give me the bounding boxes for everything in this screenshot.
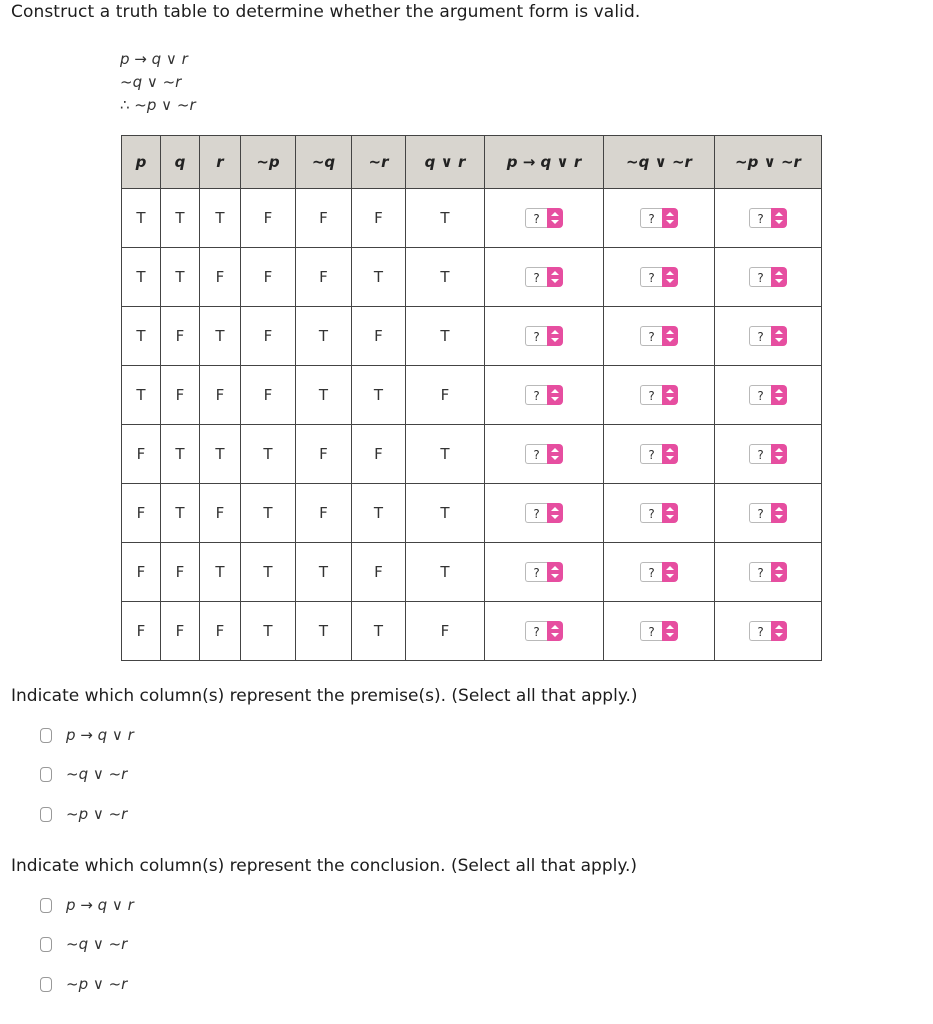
select-value: ?: [749, 503, 771, 523]
conclusion-prompt: Indicate which column(s) represent the conclusion. (Select all that apply.): [11, 856, 638, 876]
premise-option-label: ~q ∨ ~r: [66, 765, 128, 783]
table-row: [122, 425, 822, 484]
answer-cell: [485, 366, 604, 425]
truth-value-select[interactable]: [525, 443, 563, 465]
header-r: r: [200, 136, 241, 189]
truth-value-cell: T: [200, 425, 241, 484]
truth-value-select[interactable]: [525, 266, 563, 288]
truth-value-cell: F: [161, 307, 200, 366]
header-row: [122, 136, 822, 189]
premise-option-label: p → q ∨ r: [66, 726, 134, 744]
select-arrows-icon[interactable]: [771, 444, 787, 464]
truth-value-cell: F: [241, 307, 296, 366]
select-value: ?: [525, 385, 547, 405]
table-row: [122, 484, 822, 543]
table-row: [122, 366, 822, 425]
select-arrows-icon[interactable]: [547, 385, 563, 405]
table-row: [122, 248, 822, 307]
header-not-q-or-not-r: ~q ∨ ~r: [604, 136, 715, 189]
answer-cell: [715, 189, 822, 248]
select-value: ?: [749, 562, 771, 582]
select-value: ?: [525, 503, 547, 523]
select-arrows-icon[interactable]: [547, 562, 563, 582]
instruction-text: Construct a truth table to determine whether the argument form is valid.: [11, 2, 641, 22]
answer-cell: [485, 307, 604, 366]
truth-value-cell: F: [122, 484, 161, 543]
truth-value-select[interactable]: [640, 384, 678, 406]
truth-value-cell: F: [241, 189, 296, 248]
truth-value-cell: F: [200, 484, 241, 543]
truth-value-select[interactable]: [640, 502, 678, 524]
conclusion-checkbox-1[interactable]: [40, 898, 52, 913]
truth-value-cell: F: [406, 602, 485, 661]
truth-value-cell: T: [161, 189, 200, 248]
truth-value-cell: T: [352, 248, 406, 307]
answer-cell: [485, 543, 604, 602]
truth-value-cell: F: [161, 602, 200, 661]
conclusion-option-2[interactable]: [40, 935, 127, 953]
header-q: q: [161, 136, 200, 189]
answer-cell: [604, 307, 715, 366]
select-value: ?: [749, 208, 771, 228]
truth-value-select[interactable]: [525, 207, 563, 229]
truth-value-cell: F: [296, 425, 352, 484]
truth-value-select[interactable]: [525, 384, 563, 406]
truth-value-cell: T: [406, 307, 485, 366]
truth-value-cell: T: [161, 425, 200, 484]
select-value: ?: [525, 562, 547, 582]
truth-value-cell: F: [296, 248, 352, 307]
select-value: ?: [640, 444, 662, 464]
truth-value-select[interactable]: [749, 207, 787, 229]
truth-value-cell: T: [122, 189, 161, 248]
select-value: ?: [640, 621, 662, 641]
truth-value-cell: T: [296, 602, 352, 661]
premise-prompt: Indicate which column(s) represent the premise(s). (Select all that apply.): [11, 686, 638, 706]
header-q-or-r: q ∨ r: [406, 136, 485, 189]
answer-cell: [485, 248, 604, 307]
truth-value-cell: T: [161, 248, 200, 307]
select-arrows-icon[interactable]: [771, 267, 787, 287]
select-arrows-icon[interactable]: [662, 444, 678, 464]
conclusion-option-label: ~q ∨ ~r: [66, 935, 128, 953]
truth-value-cell: F: [241, 248, 296, 307]
truth-value-cell: T: [241, 484, 296, 543]
select-arrows-icon[interactable]: [662, 267, 678, 287]
truth-value-cell: F: [241, 366, 296, 425]
select-arrows-icon[interactable]: [662, 326, 678, 346]
truth-value-cell: T: [200, 189, 241, 248]
truth-value-cell: F: [296, 484, 352, 543]
answer-cell: [485, 189, 604, 248]
select-value: ?: [640, 208, 662, 228]
answer-cell: [604, 425, 715, 484]
answer-cell: [715, 366, 822, 425]
premise-2: ~q ∨ ~r: [120, 73, 182, 91]
truth-value-select[interactable]: [640, 443, 678, 465]
select-value: ?: [525, 208, 547, 228]
truth-value-cell: F: [122, 543, 161, 602]
truth-value-cell: T: [241, 602, 296, 661]
truth-table: [121, 135, 822, 661]
truth-value-cell: T: [352, 484, 406, 543]
answer-cell: [715, 425, 822, 484]
select-arrows-icon[interactable]: [547, 621, 563, 641]
truth-value-cell: T: [296, 366, 352, 425]
header-p: p: [122, 136, 161, 189]
conclusion-checkbox-2[interactable]: [40, 937, 52, 952]
answer-cell: [715, 602, 822, 661]
truth-value-cell: T: [296, 307, 352, 366]
select-arrows-icon[interactable]: [771, 208, 787, 228]
argument-conclusion: ∴ ~p ∨ ~r: [120, 96, 196, 114]
truth-value-cell: T: [406, 425, 485, 484]
truth-value-select[interactable]: [525, 325, 563, 347]
truth-value-cell: F: [200, 248, 241, 307]
select-arrows-icon[interactable]: [771, 326, 787, 346]
truth-value-cell: F: [352, 307, 406, 366]
truth-value-cell: F: [352, 189, 406, 248]
truth-value-cell: F: [352, 425, 406, 484]
truth-value-cell: T: [296, 543, 352, 602]
truth-value-select[interactable]: [525, 502, 563, 524]
answer-cell: [604, 366, 715, 425]
truth-value-cell: F: [200, 366, 241, 425]
select-arrows-icon[interactable]: [662, 503, 678, 523]
premise-checkbox-1[interactable]: [40, 728, 52, 743]
select-arrows-icon[interactable]: [547, 208, 563, 228]
truth-value-select[interactable]: [749, 325, 787, 347]
select-arrows-icon[interactable]: [662, 621, 678, 641]
truth-value-cell: F: [296, 189, 352, 248]
truth-value-select[interactable]: [749, 620, 787, 642]
select-value: ?: [749, 444, 771, 464]
truth-value-select[interactable]: [640, 561, 678, 583]
truth-value-cell: T: [241, 425, 296, 484]
answer-cell: [715, 543, 822, 602]
truth-value-select[interactable]: [640, 207, 678, 229]
truth-value-select[interactable]: [749, 443, 787, 465]
select-value: ?: [640, 267, 662, 287]
premise-option-3[interactable]: [40, 805, 127, 823]
table-row: [122, 602, 822, 661]
truth-value-cell: T: [122, 366, 161, 425]
answer-cell: [604, 602, 715, 661]
header-not-q: ~q: [296, 136, 352, 189]
select-arrows-icon[interactable]: [771, 503, 787, 523]
premise-option-1[interactable]: [40, 726, 134, 744]
truth-value-cell: T: [352, 366, 406, 425]
select-value: ?: [640, 562, 662, 582]
select-value: ?: [749, 621, 771, 641]
truth-value-cell: F: [200, 602, 241, 661]
answer-cell: [485, 425, 604, 484]
answer-cell: [485, 484, 604, 543]
answer-cell: [715, 307, 822, 366]
header-p-implies-q-or-r: p → q ∨ r: [485, 136, 604, 189]
select-arrows-icon[interactable]: [771, 562, 787, 582]
truth-value-cell: T: [352, 602, 406, 661]
conclusion-option-1[interactable]: [40, 896, 134, 914]
answer-cell: [604, 248, 715, 307]
truth-value-select[interactable]: [640, 325, 678, 347]
answer-cell: [715, 484, 822, 543]
conclusion-checkbox-3[interactable]: [40, 977, 52, 992]
select-arrows-icon[interactable]: [547, 503, 563, 523]
premise-checkbox-3[interactable]: [40, 807, 52, 822]
select-value: ?: [525, 621, 547, 641]
truth-value-select[interactable]: [749, 266, 787, 288]
select-arrows-icon[interactable]: [547, 326, 563, 346]
truth-value-cell: T: [406, 189, 485, 248]
premise-checkbox-2[interactable]: [40, 767, 52, 782]
select-arrows-icon[interactable]: [547, 444, 563, 464]
conclusion-option-3[interactable]: [40, 975, 127, 993]
select-value: ?: [525, 444, 547, 464]
header-not-p-or-not-r: ~p ∨ ~r: [715, 136, 822, 189]
select-value: ?: [525, 326, 547, 346]
truth-value-select[interactable]: [749, 561, 787, 583]
select-value: ?: [749, 385, 771, 405]
select-value: ?: [640, 503, 662, 523]
truth-value-select[interactable]: [640, 620, 678, 642]
select-value: ?: [749, 267, 771, 287]
answer-cell: [604, 484, 715, 543]
answer-cell: [604, 189, 715, 248]
premise-1: p → q ∨ r: [120, 50, 188, 68]
table-row: [122, 543, 822, 602]
answer-cell: [485, 602, 604, 661]
truth-value-cell: T: [122, 248, 161, 307]
select-arrows-icon[interactable]: [662, 562, 678, 582]
truth-value-cell: F: [406, 366, 485, 425]
premise-option-label: ~p ∨ ~r: [66, 805, 128, 823]
select-arrows-icon[interactable]: [662, 208, 678, 228]
truth-value-select[interactable]: [749, 502, 787, 524]
select-arrows-icon[interactable]: [547, 267, 563, 287]
conclusion-option-label: p → q ∨ r: [66, 896, 134, 914]
truth-value-select[interactable]: [749, 384, 787, 406]
select-value: ?: [525, 267, 547, 287]
truth-value-cell: T: [200, 543, 241, 602]
truth-value-cell: F: [161, 366, 200, 425]
select-arrows-icon[interactable]: [771, 385, 787, 405]
truth-value-cell: T: [406, 543, 485, 602]
truth-value-cell: F: [161, 543, 200, 602]
truth-value-select[interactable]: [525, 561, 563, 583]
select-value: ?: [640, 326, 662, 346]
truth-value-select[interactable]: [640, 266, 678, 288]
truth-value-cell: T: [161, 484, 200, 543]
truth-value-cell: F: [122, 602, 161, 661]
truth-value-cell: T: [122, 307, 161, 366]
select-arrows-icon[interactable]: [771, 621, 787, 641]
answer-cell: [604, 543, 715, 602]
truth-value-cell: F: [122, 425, 161, 484]
truth-value-cell: T: [241, 543, 296, 602]
table-row: [122, 189, 822, 248]
truth-value-cell: T: [200, 307, 241, 366]
select-arrows-icon[interactable]: [662, 385, 678, 405]
truth-value-select[interactable]: [525, 620, 563, 642]
argument-form: [120, 48, 196, 117]
truth-value-cell: F: [352, 543, 406, 602]
truth-value-cell: T: [406, 484, 485, 543]
select-value: ?: [749, 326, 771, 346]
premise-option-2[interactable]: [40, 765, 127, 783]
header-not-p: ~p: [241, 136, 296, 189]
header-not-r: ~r: [352, 136, 406, 189]
truth-value-cell: T: [406, 248, 485, 307]
select-value: ?: [640, 385, 662, 405]
answer-cell: [715, 248, 822, 307]
conclusion-option-label: ~p ∨ ~r: [66, 975, 128, 993]
table-row: [122, 307, 822, 366]
